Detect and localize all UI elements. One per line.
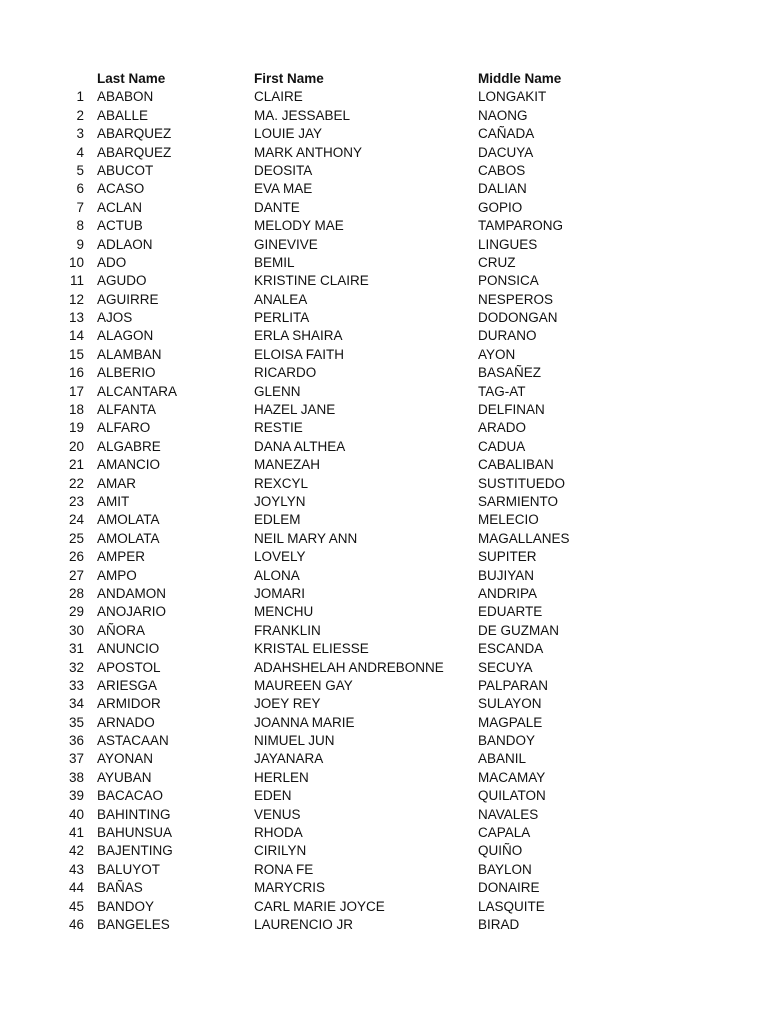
middle-name-cell: SULAYON — [478, 696, 542, 712]
table-row — [0, 383, 768, 401]
row-number: 17 — [68, 383, 84, 399]
table-row — [0, 125, 768, 143]
middle-name-cell: SUPITER — [478, 549, 537, 565]
row-number: 20 — [68, 438, 84, 454]
middle-name-cell: ABANIL — [478, 751, 527, 767]
row-number: 25 — [68, 530, 84, 546]
row-number: 27 — [68, 567, 84, 583]
first-name-cell: EDLEM — [254, 512, 301, 528]
middle-name-cell: CADUA — [478, 438, 526, 454]
table-body — [0, 88, 768, 934]
table-row — [0, 107, 768, 125]
last-name-cell: AÑORA — [97, 622, 146, 638]
first-name-cell: MARYCRIS — [254, 880, 326, 896]
table-row — [0, 456, 768, 474]
middle-name-cell: LINGUES — [478, 236, 538, 252]
middle-name-cell: TAMPARONG — [478, 218, 564, 234]
first-name-cell: LAURENCIO JR — [254, 916, 354, 932]
middle-name-cell: MELECIO — [478, 512, 539, 528]
first-name-cell: RHODA — [254, 825, 303, 841]
first-name-cell: FRANKLIN — [254, 622, 321, 638]
first-name-cell: MENCHU — [254, 604, 314, 620]
last-name-cell: ACLAN — [97, 199, 143, 215]
first-name-cell: NIMUEL JUN — [254, 733, 335, 749]
row-number: 2 — [76, 107, 84, 123]
middle-name-cell: DALIAN — [478, 181, 527, 197]
last-name-cell: BAÑAS — [97, 880, 143, 896]
middle-name-cell: PONSICA — [478, 273, 539, 289]
middle-name-cell: SUSTITUEDO — [478, 475, 566, 491]
row-number: 29 — [68, 604, 84, 620]
first-name-cell: MARK ANTHONY — [254, 144, 363, 160]
first-name-cell: PERLITA — [254, 310, 310, 326]
middle-name-cell: BUJIYAN — [478, 567, 535, 583]
middle-name-cell: BANDOY — [478, 733, 536, 749]
last-name-cell: AMAR — [97, 475, 137, 491]
header-first-name: First Name — [254, 71, 324, 86]
middle-name-cell: CABOS — [478, 162, 526, 178]
last-name-cell: ABARQUEZ — [97, 126, 172, 142]
table-row — [0, 603, 768, 621]
row-number: 37 — [68, 751, 84, 767]
last-name-cell: ALFANTA — [97, 402, 157, 418]
row-number: 24 — [68, 512, 84, 528]
last-name-cell: BACACAO — [97, 788, 164, 804]
first-name-cell: DANTE — [254, 199, 300, 215]
table-row — [0, 180, 768, 198]
first-name-cell: JOYLYN — [254, 493, 306, 509]
table-row — [0, 199, 768, 217]
last-name-cell: ADLAON — [97, 236, 153, 252]
last-name-cell: AMPER — [97, 549, 146, 565]
table-row — [0, 475, 768, 493]
middle-name-cell: BASAÑEZ — [478, 365, 542, 381]
first-name-cell: RICARDO — [254, 365, 317, 381]
header-middle-name: Middle Name — [478, 71, 562, 86]
last-name-cell: ABABON — [97, 89, 154, 105]
table-row — [0, 824, 768, 842]
last-name-cell: AMOLATA — [97, 530, 160, 546]
middle-name-cell: QUILATON — [478, 788, 546, 804]
row-number: 22 — [68, 475, 84, 491]
middle-name-cell: LONGAKIT — [478, 89, 547, 105]
table-row — [0, 750, 768, 768]
last-name-cell: AMANCIO — [97, 457, 161, 473]
last-name-cell: ALCANTARA — [97, 383, 178, 399]
middle-name-cell: LASQUITE — [478, 898, 545, 914]
row-number: 6 — [76, 181, 84, 197]
middle-name-cell: CRUZ — [478, 254, 516, 270]
middle-name-cell: EDUARTE — [478, 604, 543, 620]
row-number: 3 — [76, 126, 84, 142]
last-name-cell: ALAGON — [97, 328, 154, 344]
table-row — [0, 732, 768, 750]
middle-name-cell: CAÑADA — [478, 126, 535, 142]
last-name-cell: ANUNCIO — [97, 641, 160, 657]
last-name-cell: ANOJARIO — [97, 604, 167, 620]
row-number: 12 — [68, 291, 84, 307]
first-name-cell: DANA ALTHEA — [254, 438, 346, 454]
last-name-cell: ALGABRE — [97, 438, 161, 454]
row-number: 43 — [68, 861, 84, 877]
first-name-cell: ERLA SHAIRA — [254, 328, 343, 344]
first-name-cell: LOVELY — [254, 549, 306, 565]
table-row — [0, 346, 768, 364]
first-name-cell: JOEY REY — [254, 696, 321, 712]
last-name-cell: BAHINTING — [97, 806, 171, 822]
row-number: 35 — [68, 714, 84, 730]
row-number: 23 — [68, 493, 84, 509]
row-number: 31 — [68, 641, 84, 657]
first-name-cell: KRISTAL ELIESSE — [254, 641, 369, 657]
first-name-cell: RONA FE — [254, 861, 314, 877]
middle-name-cell: NESPEROS — [478, 291, 554, 307]
row-number: 36 — [68, 733, 84, 749]
row-number: 34 — [68, 696, 84, 712]
row-number: 45 — [68, 898, 84, 914]
table-row — [0, 254, 768, 272]
table-row — [0, 291, 768, 309]
row-number: 13 — [68, 310, 84, 326]
row-number: 7 — [76, 199, 84, 215]
last-name-cell: ACTUB — [97, 218, 143, 234]
table-row — [0, 640, 768, 658]
first-name-cell: HERLEN — [254, 769, 309, 785]
row-number: 18 — [68, 402, 84, 418]
first-name-cell: MA. JESSABEL — [254, 107, 351, 123]
first-name-cell: MELODY MAE — [254, 218, 344, 234]
row-number: 11 — [69, 273, 84, 289]
middle-name-cell: SARMIENTO — [478, 493, 559, 509]
last-name-cell: APOSTOL — [97, 659, 161, 675]
table-row — [0, 916, 768, 934]
last-name-cell: ABALLE — [97, 107, 149, 123]
first-name-cell: GLENN — [254, 383, 301, 399]
table-row — [0, 162, 768, 180]
table-row — [0, 806, 768, 824]
row-number: 26 — [68, 549, 84, 565]
table-row — [0, 585, 768, 603]
middle-name-cell: ARADO — [478, 420, 527, 436]
table-row — [0, 659, 768, 677]
row-number: 1 — [76, 89, 84, 105]
row-number: 39 — [68, 788, 84, 804]
row-number: 19 — [68, 420, 84, 436]
row-number: 14 — [68, 328, 84, 344]
row-number: 16 — [68, 365, 84, 381]
last-name-cell: BANGELES — [97, 916, 170, 932]
middle-name-cell: AYON — [478, 346, 516, 362]
last-name-cell: AGUIRRE — [97, 291, 159, 307]
last-name-cell: ADO — [97, 254, 127, 270]
first-name-cell: CARL MARIE JOYCE — [254, 898, 385, 914]
middle-name-cell: ANDRIPA — [478, 585, 538, 601]
last-name-cell: AGUDO — [97, 273, 147, 289]
last-name-cell: AMOLATA — [97, 512, 160, 528]
row-number: 4 — [76, 144, 84, 160]
row-number: 28 — [68, 585, 84, 601]
last-name-cell: BAHUNSUA — [97, 825, 173, 841]
last-name-cell: ARNADO — [97, 714, 155, 730]
row-number: 30 — [68, 622, 84, 638]
row-number: 15 — [68, 346, 84, 362]
last-name-cell: ANDAMON — [97, 585, 167, 601]
table-row — [0, 861, 768, 879]
table-row — [0, 272, 768, 290]
row-number: 46 — [68, 916, 84, 932]
table-row — [0, 236, 768, 254]
first-name-cell: NEIL MARY ANN — [254, 530, 358, 546]
table-row — [0, 769, 768, 787]
table-row — [0, 622, 768, 640]
row-number: 38 — [68, 769, 84, 785]
last-name-cell: ASTACAAN — [97, 733, 169, 749]
row-number: 42 — [68, 843, 84, 859]
table-row — [0, 677, 768, 695]
first-name-cell: LOUIE JAY — [254, 126, 323, 142]
middle-name-cell: CABALIBAN — [478, 457, 554, 473]
first-name-cell: JOMARI — [254, 585, 306, 601]
row-number: 8 — [76, 218, 84, 234]
first-name-cell: EDEN — [254, 788, 292, 804]
first-name-cell: ALONA — [254, 567, 300, 583]
middle-name-cell: MACAMAY — [478, 769, 546, 785]
row-number: 5 — [76, 162, 84, 178]
first-name-cell: MAUREEN GAY — [254, 677, 353, 693]
first-name-cell: VENUS — [254, 806, 301, 822]
table-row — [0, 419, 768, 437]
last-name-cell: ABARQUEZ — [97, 144, 172, 160]
row-number: 33 — [68, 677, 84, 693]
middle-name-cell: DACUYA — [478, 144, 534, 160]
table-row — [0, 530, 768, 548]
last-name-cell: ARIESGA — [97, 677, 158, 693]
middle-name-cell: CAPALA — [478, 825, 531, 841]
first-name-cell: ANALEA — [254, 291, 308, 307]
last-name-cell: ACASO — [97, 181, 145, 197]
last-name-cell: ABUCOT — [97, 162, 154, 178]
first-name-cell: ELOISA FAITH — [254, 346, 345, 362]
row-number: 32 — [68, 659, 84, 675]
middle-name-cell: DONAIRE — [478, 880, 540, 896]
table-row — [0, 217, 768, 235]
middle-name-cell: BIRAD — [478, 916, 520, 932]
middle-name-cell: DURANO — [478, 328, 537, 344]
last-name-cell: BALUYOT — [97, 861, 161, 877]
middle-name-cell: ESCANDA — [478, 641, 544, 657]
middle-name-cell: MAGALLANES — [478, 530, 570, 546]
middle-name-cell: MAGPALE — [478, 714, 543, 730]
table-row — [0, 401, 768, 419]
row-number: 10 — [68, 254, 84, 270]
first-name-cell: MANEZAH — [254, 457, 321, 473]
middle-name-cell: NAVALES — [478, 806, 539, 822]
first-name-cell: RESTIE — [254, 420, 303, 436]
first-name-cell: JOANNA MARIE — [254, 714, 355, 730]
last-name-cell: ARMIDOR — [97, 696, 161, 712]
first-name-cell: CIRILYN — [254, 843, 307, 859]
row-number: 44 — [68, 880, 84, 896]
last-name-cell: AJOS — [97, 310, 133, 326]
first-name-cell: JAYANARA — [254, 751, 324, 767]
name-list-table — [0, 70, 768, 934]
middle-name-cell: TAG-AT — [478, 383, 526, 399]
table-row — [0, 879, 768, 897]
row-number: 21 — [68, 457, 84, 473]
table-row — [0, 548, 768, 566]
first-name-cell: HAZEL JANE — [254, 402, 336, 418]
header-last-name: Last Name — [97, 71, 166, 86]
middle-name-cell: GOPIO — [478, 199, 523, 215]
row-number: 40 — [68, 806, 84, 822]
row-number: 9 — [76, 236, 84, 252]
last-name-cell: ALBERIO — [97, 365, 156, 381]
table-row — [0, 695, 768, 713]
first-name-cell: GINEVIVE — [254, 236, 318, 252]
last-name-cell: AMIT — [97, 493, 130, 509]
row-number: 41 — [68, 825, 84, 841]
table-row — [0, 511, 768, 529]
table-row — [0, 842, 768, 860]
table-row — [0, 787, 768, 805]
first-name-cell: CLAIRE — [254, 89, 303, 105]
first-name-cell: KRISTINE CLAIRE — [254, 273, 369, 289]
table-row — [0, 438, 768, 456]
first-name-cell: DEOSITA — [254, 162, 313, 178]
last-name-cell: AMPO — [97, 567, 137, 583]
table-row — [0, 88, 768, 106]
first-name-cell: REXCYL — [254, 475, 309, 491]
middle-name-cell: NAONG — [478, 107, 528, 123]
table-row — [0, 327, 768, 345]
table-row — [0, 309, 768, 327]
last-name-cell: AYUBAN — [97, 769, 152, 785]
middle-name-cell: DE GUZMAN — [478, 622, 559, 638]
table-row — [0, 493, 768, 511]
last-name-cell: ALFARO — [97, 420, 151, 436]
middle-name-cell: DELFINAN — [478, 402, 545, 418]
middle-name-cell: PALPARAN — [478, 677, 549, 693]
last-name-cell: AYONAN — [97, 751, 154, 767]
table-row — [0, 364, 768, 382]
first-name-cell: ADAHSHELAH ANDREBONNE — [254, 659, 444, 675]
middle-name-cell: BAYLON — [478, 861, 532, 877]
last-name-cell: ALAMBAN — [97, 346, 162, 362]
middle-name-cell: QUIÑO — [478, 843, 523, 859]
last-name-cell: BANDOY — [97, 898, 155, 914]
middle-name-cell: SECUYA — [478, 659, 533, 675]
middle-name-cell: DODONGAN — [478, 310, 558, 326]
table-row — [0, 898, 768, 916]
table-row — [0, 567, 768, 585]
table-row — [0, 714, 768, 732]
table-row — [0, 144, 768, 162]
first-name-cell: BEMIL — [254, 254, 295, 270]
first-name-cell: EVA MAE — [254, 181, 313, 197]
table-header-row — [0, 70, 768, 88]
last-name-cell: BAJENTING — [97, 843, 173, 859]
